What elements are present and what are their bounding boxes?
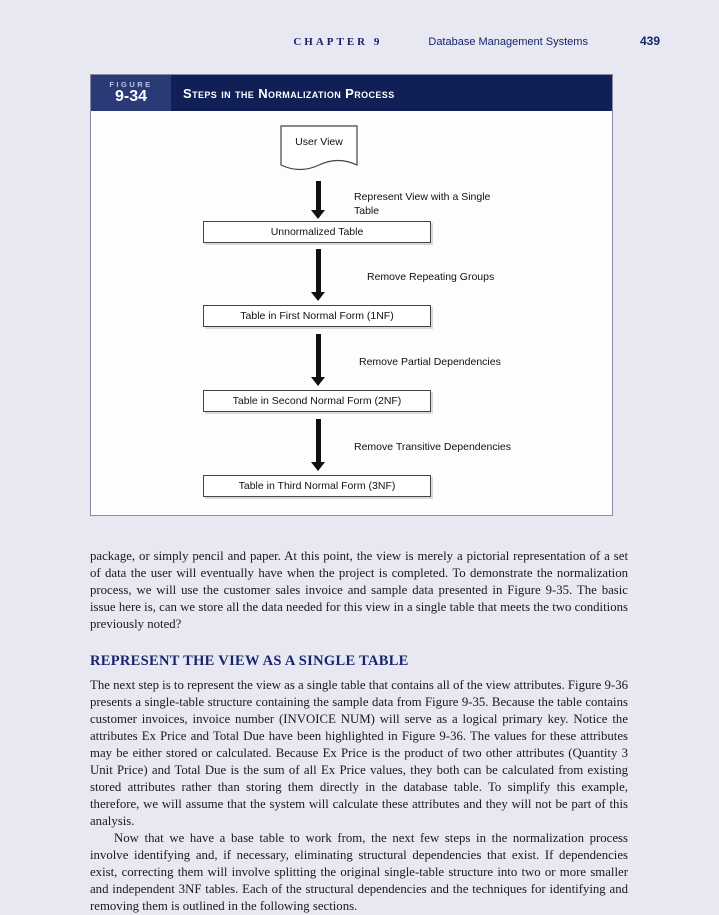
flow-arrow-1 <box>311 181 325 219</box>
arrow-head-icon <box>311 462 325 471</box>
arrow-head-icon <box>311 292 325 301</box>
arrow-shaft <box>316 249 321 292</box>
figure-title: Steps in the Normalization Process <box>183 85 395 101</box>
body-copy <box>90 548 628 915</box>
figure-label-block <box>91 75 171 111</box>
flow-node-1nf: Table in First Normal Form (1NF) <box>203 305 431 327</box>
arrow-label-1: Represent View with a Single Table <box>354 191 491 217</box>
flow-node-label: User View <box>295 136 343 148</box>
running-head <box>0 34 719 48</box>
figure-number: 9-34 <box>114 87 148 105</box>
arrow-label-3: Remove Partial Dependencies <box>359 356 501 368</box>
figure-header <box>91 75 612 111</box>
document-shape-icon <box>280 125 358 177</box>
paragraph: The next step is to represent the view as a single table that contains all of the view attributes. Figure 9-36 presents a single-table structure containing the sample data from Figure 9-35. Because the table contains customer invoices, invoice number (INVOICE NUM) will serve as a logical primary key. Notice the attributes Ex Price and Total Due have been highlighted in Figure 9-36. The values for these attributes may be either stored or calculated. Because Ex Price is the product of two other attributes (Quantity 3 Unit Price) and Total Due is the sum of all Ex Price values, they both can be calculated from existing stored attributes rather than storing them directly in the database table. To simplify this example, therefore, we will assume that the system will calculate these attributes and they will not be part of this analysis. <box>90 678 628 828</box>
arrow-label-4: Remove Transitive Dependencies <box>354 441 511 453</box>
flow-node-3nf: Table in Third Normal Form (3NF) <box>203 475 431 497</box>
arrow-head-icon <box>311 377 325 386</box>
flow-arrow-4 <box>311 419 325 471</box>
arrow-head-icon <box>311 210 325 219</box>
figure-label: FIGURE <box>109 79 153 89</box>
flow-arrow-2 <box>311 249 325 301</box>
figure-9-34 <box>90 74 613 516</box>
book-section-title: Database Management Systems <box>428 36 588 48</box>
section-heading: REPRESENT THE VIEW AS A SINGLE TABLE <box>90 653 409 669</box>
flow-arrow-3 <box>311 334 325 386</box>
paragraph: package, or simply pencil and paper. At this point, the view is merely a pictorial representation of a set of data the user will eventually have when the project is completed. To demonstrate the normalization process, we will use the customer sales invoice and sample data presented in Figure 9-35. The basic issue here is, can we store all the data needed for this view in a single table that meets the two conditions previously noted? <box>90 549 628 631</box>
flow-node-unnormalized: Unnormalized Table <box>203 221 431 243</box>
paragraph: Now that we have a base table to work from, the next few steps in the normalization process involve identifying and, if necessary, eliminating structural dependencies that exist. If dependencies exist, correcting them will involve splitting the original single-table structure into two or more smaller and independent 3NF tables. Each of the structural dependencies and the techniques for identifying and removing them is outlined in the following sections. <box>90 831 628 913</box>
chapter-label: CHAPTER 9 <box>293 36 383 48</box>
flow-node-2nf: Table in Second Normal Form (2NF) <box>203 390 431 412</box>
arrow-shaft <box>316 334 321 377</box>
flow-node-user-view <box>280 125 358 177</box>
page-number: 439 <box>639 34 660 48</box>
normalization-flowchart <box>91 111 612 515</box>
arrow-label-2: Remove Repeating Groups <box>367 271 495 283</box>
arrow-shaft <box>316 419 321 462</box>
arrow-shaft <box>316 181 321 210</box>
